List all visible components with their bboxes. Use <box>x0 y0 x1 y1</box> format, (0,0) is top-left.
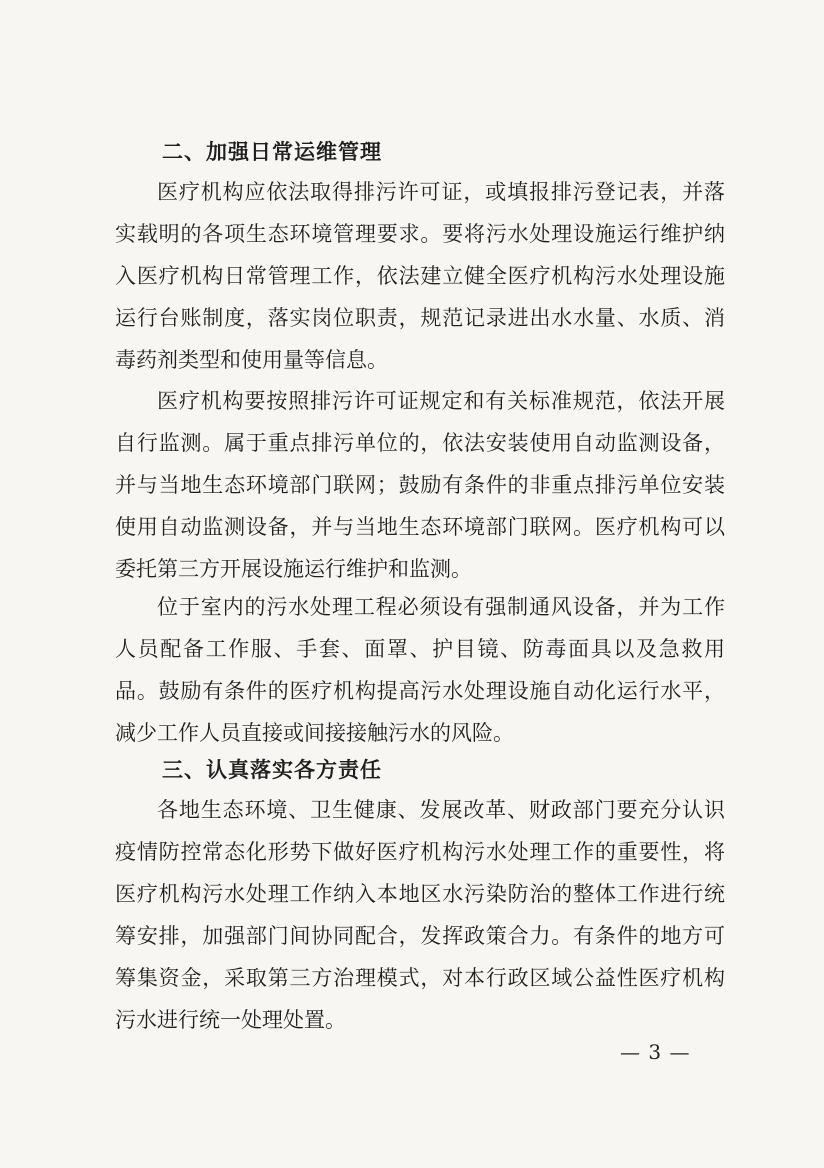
text-line: 减少工作人员直接或间接接触污水的风险。 <box>115 721 514 745</box>
text-line: 各地生态环境、卫生健康、发展改革、财政部门要充分认识 <box>157 798 725 822</box>
text-line: 实载明的各项生态环境管理要求。要将污水处理设施运行维护纳 <box>115 222 725 246</box>
text-line: 自行监测。属于重点排污单位的，依法安装使用自动监测设备， <box>115 431 725 455</box>
text-line: 筹安排，加强部门间协同配合，发挥政策合力。有条件的地方可 <box>115 924 725 948</box>
text-line: 医疗机构要按照排污许可证规定和有关标准规范，依法开展 <box>157 389 725 413</box>
text-line: 筹集资金，采取第三方治理模式，对本行政区域公益性医疗机构 <box>115 966 725 990</box>
section-3-paragraph-1 <box>115 789 725 1041</box>
text-line: 污水进行统一处理处置。 <box>115 1008 346 1032</box>
text-line: 委托第三方开展设施运行维护和监测。 <box>115 557 472 581</box>
section-2-paragraph-3 <box>115 586 725 754</box>
text-line: 使用自动监测设备，并与当地生态环境部门联网。医疗机构可以 <box>115 515 725 539</box>
section-2-paragraph-2 <box>115 380 725 590</box>
text-line: 并与当地生态环境部门联网；鼓励有条件的非重点排污单位安装 <box>115 473 725 497</box>
text-line: 疫情防控常态化形势下做好医疗机构污水处理工作的重要性，将 <box>115 840 725 864</box>
text-line: 位于室内的污水处理工程必须设有强制通风设备，并为工作 <box>157 595 725 619</box>
section-2-paragraph-1 <box>115 171 725 381</box>
section-3-heading: 三、认真落实各方责任 <box>162 758 382 782</box>
section-2-heading: 二、加强日常运维管理 <box>162 140 382 164</box>
text-line: 医疗机构污水处理工作纳入本地区水污染防治的整体工作进行统 <box>115 882 725 906</box>
text-line: 入医疗机构日常管理工作，依法建立健全医疗机构污水处理设施 <box>115 264 725 288</box>
text-line: 运行台账制度，落实岗位职责，规范记录进出水水量、水质、消 <box>115 306 725 330</box>
text-line: 医疗机构应依法取得排污许可证，或填报排污登记表，并落 <box>157 180 725 204</box>
text-line: 毒药剂类型和使用量等信息。 <box>115 348 388 372</box>
text-line: 品。鼓励有条件的医疗机构提高污水处理设施自动化运行水平， <box>115 679 725 703</box>
text-line: 人员配备工作服、手套、面罩、护目镜、防毒面具以及急救用 <box>115 637 725 661</box>
page-number: — 3 — <box>620 1040 691 1064</box>
